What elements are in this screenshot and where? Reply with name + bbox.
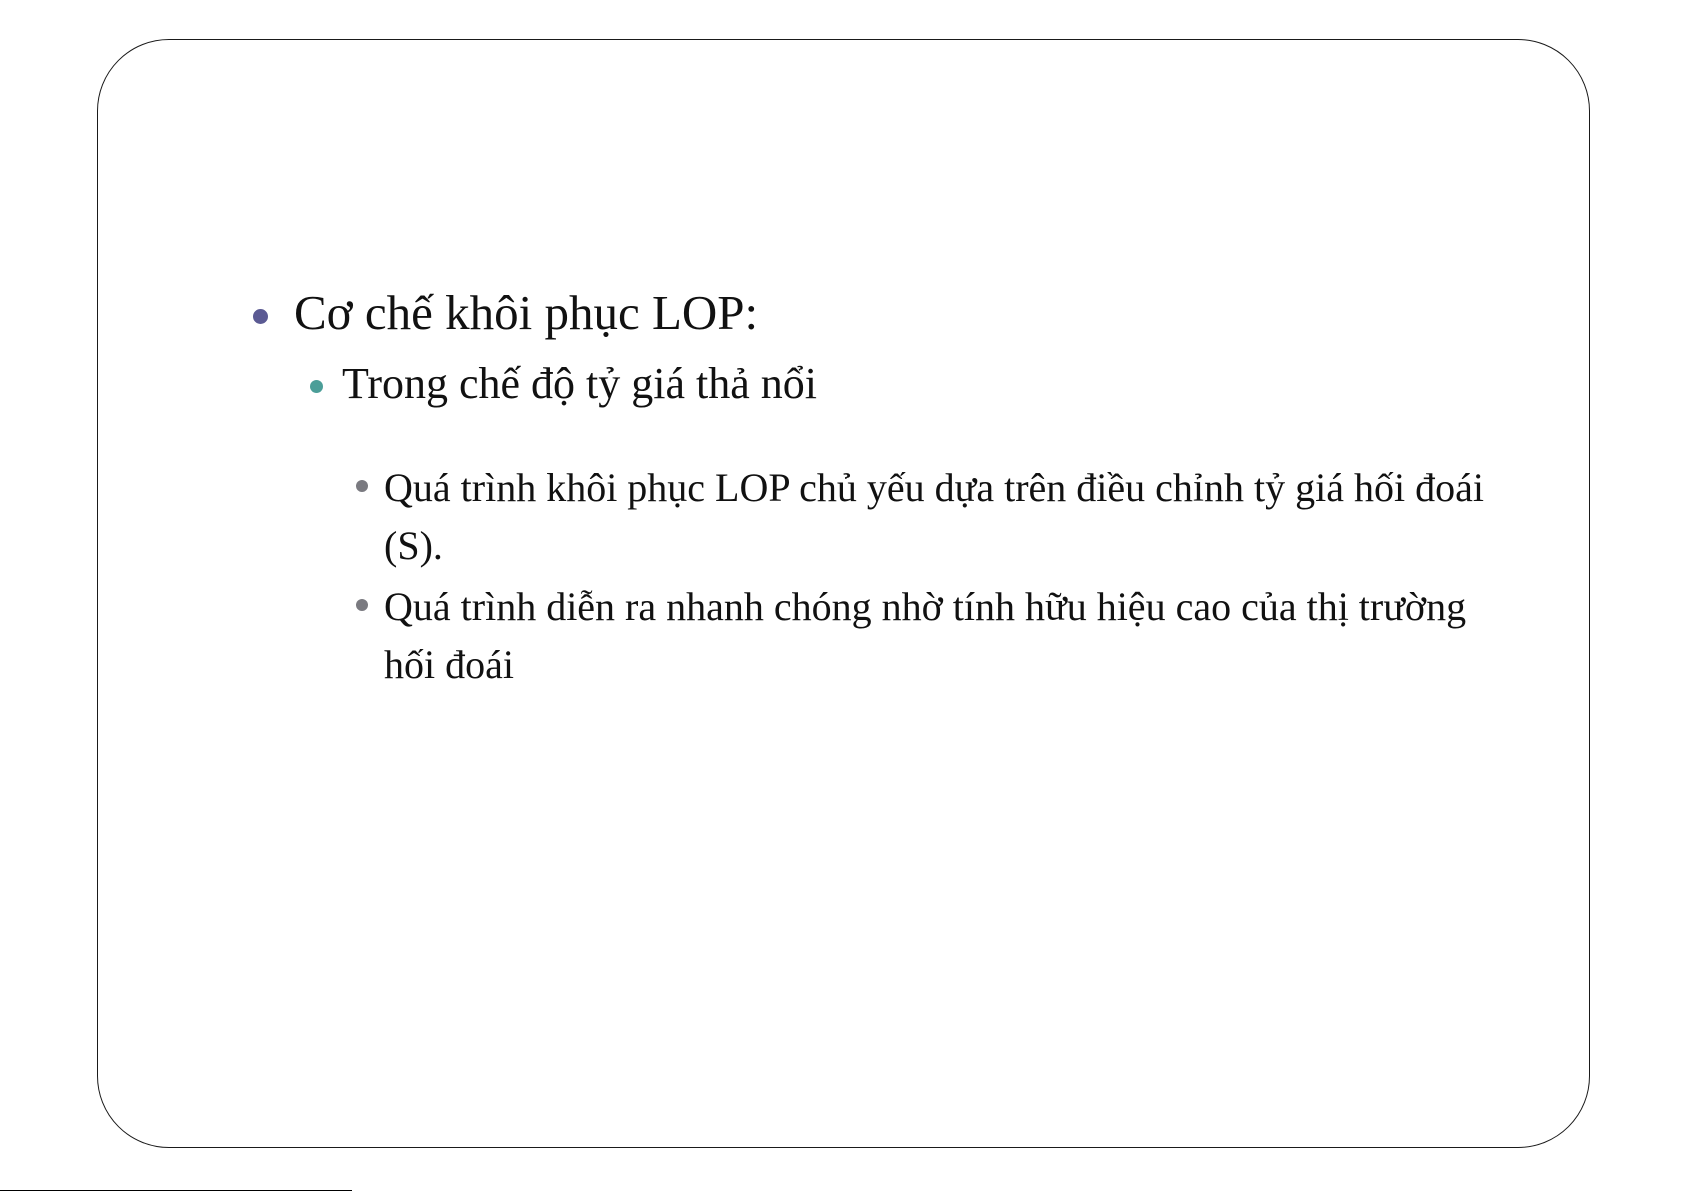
bullet-text-sub: Trong chế độ tỷ giá thả nổi xyxy=(342,359,817,408)
bullet-level3-item xyxy=(356,459,1504,575)
bullet-level1 xyxy=(253,282,758,344)
bullet-text-detail: Quá trình khôi phục LOP chủ yếu dựa trên điều chỉnh tỷ giá hối đoái (S). xyxy=(384,465,1484,568)
bullet-dot-icon xyxy=(253,309,268,324)
bullet-dot-icon xyxy=(310,380,323,393)
slide-content xyxy=(98,40,1589,1147)
bullet-text-heading: Cơ chế khôi phục LOP: xyxy=(294,285,759,340)
bullet-level3-item xyxy=(356,578,1504,694)
bullet-dot-icon xyxy=(356,599,368,611)
slide-frame xyxy=(97,39,1590,1148)
bullet-text-detail: Quá trình diễn ra nhanh chóng nhờ tính hữu hiệu cao của thị trường hối đoái xyxy=(384,584,1467,687)
bullet-dot-icon xyxy=(356,480,368,492)
bullet-level2 xyxy=(310,357,817,411)
